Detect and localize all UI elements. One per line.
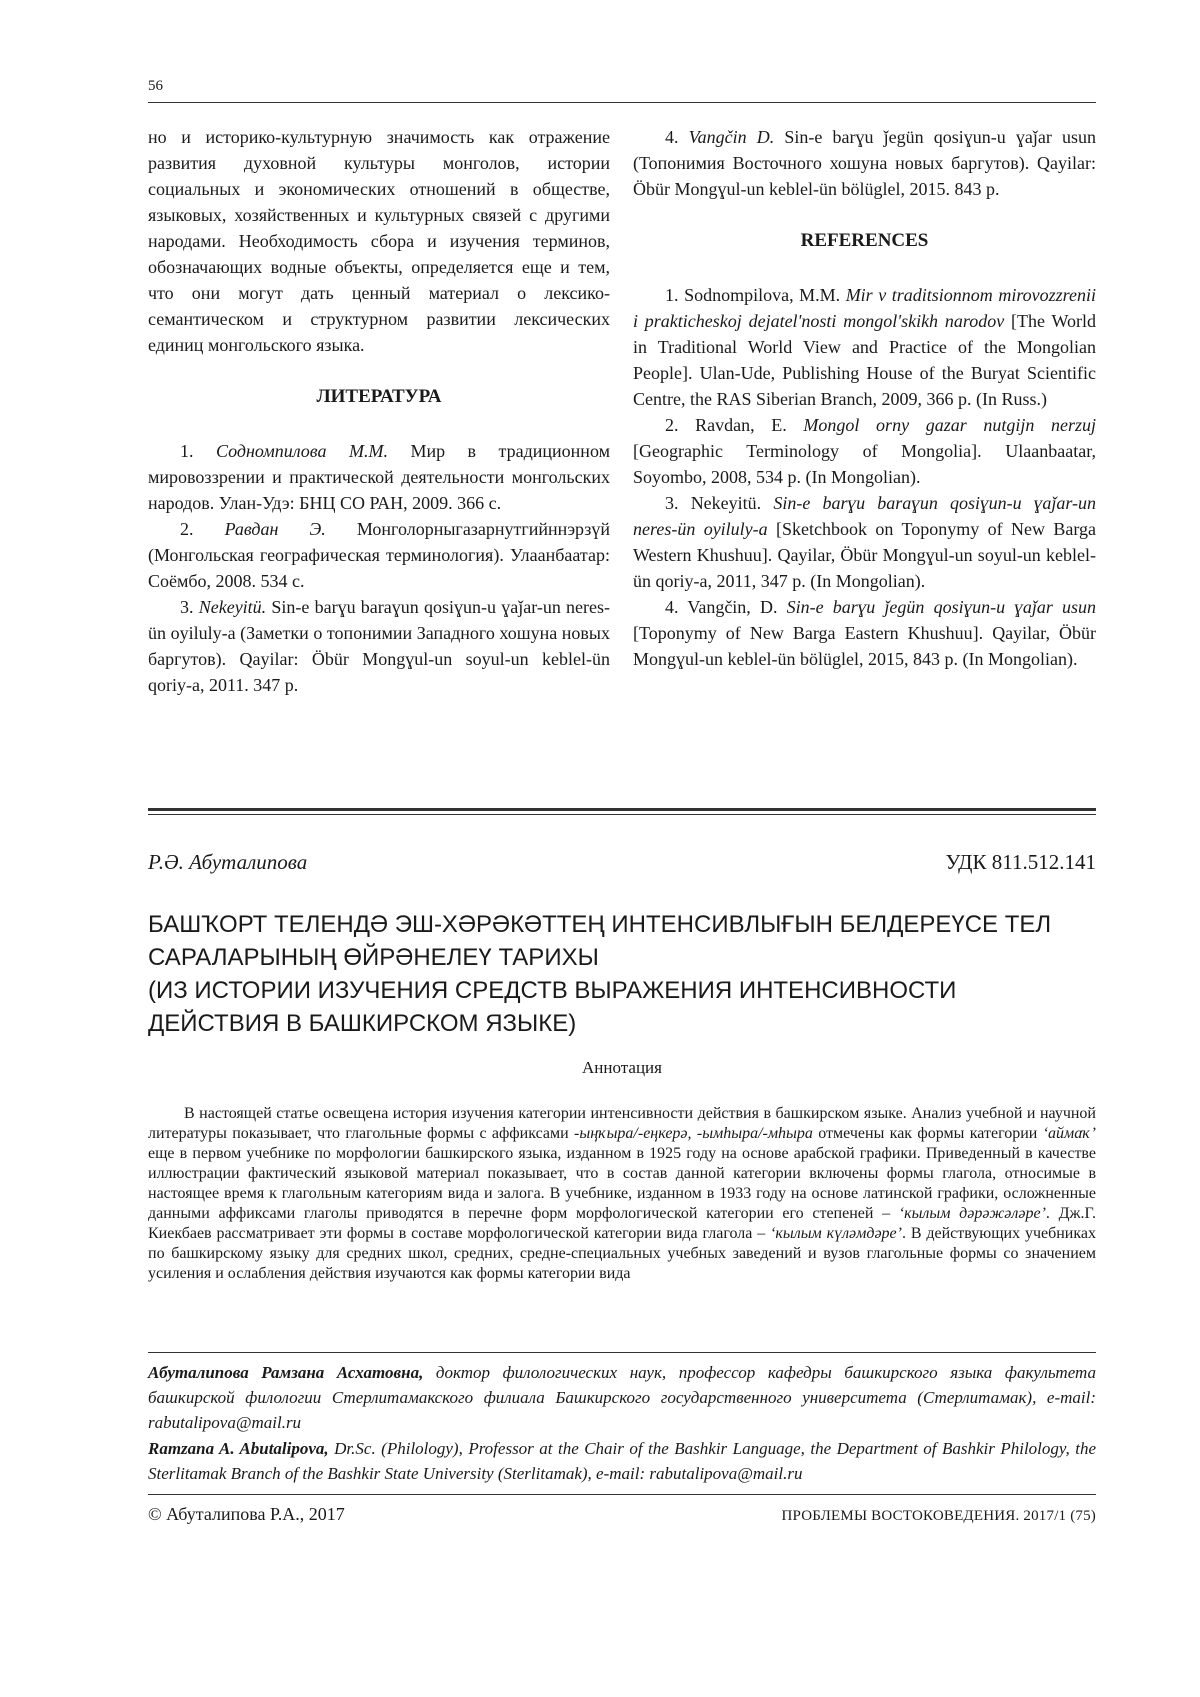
literature-heading: ЛИТЕРАТУРА — [316, 386, 442, 407]
copyright: © Абуталипова Р.А., 2017 — [148, 1504, 345, 1524]
reference-item: 4. Vangčin, D. Sin-e barɣu ǰegün qosiɣun-u ɣaǰar usun [Toponymy of New Barga Eastern Khushuu]. Qayilar, Öbür Mongɣul-un keblel-ün bölüglel, 2015, 843 p. (In Mongolian). — [633, 597, 1096, 669]
literature-item: 2. Равдан Э. Монголорныгазарнутгийннэрзүй (Монгольская географическая терминология). Улаанбаатар: Соёмбо, 2008. 534 с. — [148, 519, 611, 591]
section-divider-thin — [148, 814, 1096, 815]
bio-divider — [148, 1352, 1096, 1353]
annotation-body — [148, 1104, 1096, 1284]
title-line: САРАЛАРЫНЫҢ ӨЙРӘНЕЛЕҮ ТАРИХЫ — [148, 944, 599, 971]
bio-ru-name: Абуталипова Рамзана Асхатовна, — [148, 1363, 424, 1382]
top-rule — [148, 102, 1096, 103]
reference-item: 2. Ravdan, E. Mongol orny gazar nutgijn nerzuj [Geographic Terminology of Mongolia]. Ulaanbaatar, Soyombo, 2008, 534 p. (In Mongolian). — [633, 415, 1096, 487]
journal-name: ПРОБЛЕМЫ ВОСТОКОВЕДЕНИЯ. 2017/1 (75) — [781, 1508, 1096, 1524]
literature-item: 3. Nekeyitü. Sin-e barɣu baraɣun qosiɣun-u ɣaǰar-un neres-ün oyiluly-a (Заметки о топонимии Западного хошуна новых баргутов). Qayilar: Öbür Mongɣul-un soyul-un keblel-ün qoriy-a, 2011. 347 p. — [148, 597, 611, 695]
reference-item: 3. Nekeyitü. Sin-e barɣu baraɣun qosiɣun-u ɣaǰar-un neres-ün oyiluly-a [Sketchbook on Toponymy of New Barga Western Khushuu]. Qayilar, Öbür Mongɣul-un soyul-un keblel-ün qoriy-a, 2011, 347 p. (In Mongolian). — [633, 493, 1096, 591]
continuation-paragraph: но и историко-культурную значимость как отражение развития духовной культуры монголов, истории социальных и экономических отношений в обществе, языковых, хозяйственных и культурных связей с другими народами. Необходимость сбора и изучения терминов, обозначающих водные объекты, определяется еще и тем, что они могут дать ценный материал о лексико-семантическом и структурном развитии лексических единиц монгольского языка. — [148, 127, 610, 355]
references-heading: REFERENCES — [800, 230, 929, 251]
bio-en-name: Ramzana A. Abutalipova, — [148, 1439, 329, 1458]
page-number: 56 — [148, 78, 163, 94]
literature-item: 1. Содномпилова М.М. Мир в традиционном мировоззрении и практической деятельности монгольских народов. Улан-Удэ: БНЦ СО РАН, 2009. 366 с. — [148, 441, 610, 513]
article-title — [148, 908, 1096, 1040]
title-line: БАШҠОРТ ТЕЛЕНДӘ ЭШ-ХӘРӘКӘТТЕҢ ИНТЕНСИВЛЫҒЫН БЕЛДЕРЕҮСЕ ТЕЛ — [148, 911, 1052, 938]
title-line: (ИЗ ИСТОРИИ ИЗУЧЕНИЯ СРЕДСТВ ВЫРАЖЕНИЯ ИНТЕНСИВНОСТИ — [148, 977, 957, 1004]
right-column — [633, 124, 1096, 672]
author-bio-en: Ramzana A. Abutalipova, Dr.Sc. (Philology), Professor at the Chair of the Bashkir Language, the Department of Bashkir Philology, the Sterlitamak Branch of the Bashkir State University (Sterlitamak), e-mail: rabutalipova@mail.ru — [148, 1439, 1096, 1483]
section-divider-thick — [148, 808, 1096, 811]
annotation-heading: Аннотация — [582, 1058, 662, 1077]
article-author: Р.Ә. Абуталипова — [148, 850, 308, 874]
author-bio-ru: Абуталипова Рамзана Асхатовна, доктор филологических наук, профессор кафедры башкирского языка факультета башкирской филологии Стерлитамакского филиала Башкирского государственного университета (Стерлитамак), e-mail: rabutalipova@mail.ru — [148, 1363, 1096, 1432]
left-column — [148, 124, 610, 698]
reference-item: 1. Sodnompilova, M.M. Mir v traditsionnom mirovozzrenii i prakticheskoj dejatel'nosti mongol'skikh narodov [The World in Traditional World View and Practice of the Mongolian People]. Ulan-Ude, Publishing House of the Buryat Scientific Centre, the RAS Siberian Branch, 2009, 366 p. (In Russ.) — [633, 285, 1097, 409]
literature-item: 4. Vangčin D. Sin-e barɣu ǰegün qosiɣun-u ɣaǰar usun (Топонимия Восточного хошуна новых баргутов). Qayilar: Öbür Mongɣul-un keblel-ün bölüglel, 2015. 843 p. — [633, 127, 1096, 199]
footer-divider — [148, 1494, 1096, 1495]
annotation-paragraph: В настоящей статье освещена история изучения категории интенсивности действия в башкирском языке. Анализ учебной и научной литературы показывает, что глагольные формы с аффиксами -ыңҡыра/-еңкерә, -ымһыра/-мһыра отмечены как формы категории ‘аймаҡ’ еще в первом учебнике по морфологии башкирского языка, изданном в 1925 году на основе арабской графики. Приведенный в качестве иллюстрации фактический языковой материал показывает, что в состав данной категории включены формы глагола, относимые в настоящее время к глагольным категориям вида и залога. В учебнике, изданном в 1933 году на основе латинской графики, осложненные данными аффиксами глаголы приводятся в перечне форм морфологической категории его степеней – ‘кылым дәрәжәләре’. Дж.Г. Киекбаев рассматривает эти формы в составе морфологической категории вида глагола – ‘кылым күләмдәре’. В действующих учебниках по башкирскому языку для средних школ, средних, средне-специальных учебных заведений и вузов глагольные формы со значением усиления и ослабления действия изучаются как формы категории вида — [148, 1105, 1097, 1282]
title-line: ДЕЙСТВИЯ В БАШКИРСКОМ ЯЗЫКЕ) — [148, 1010, 577, 1037]
udk-code: УДК 811.512.141 — [945, 850, 1096, 874]
article-header — [148, 850, 1096, 875]
